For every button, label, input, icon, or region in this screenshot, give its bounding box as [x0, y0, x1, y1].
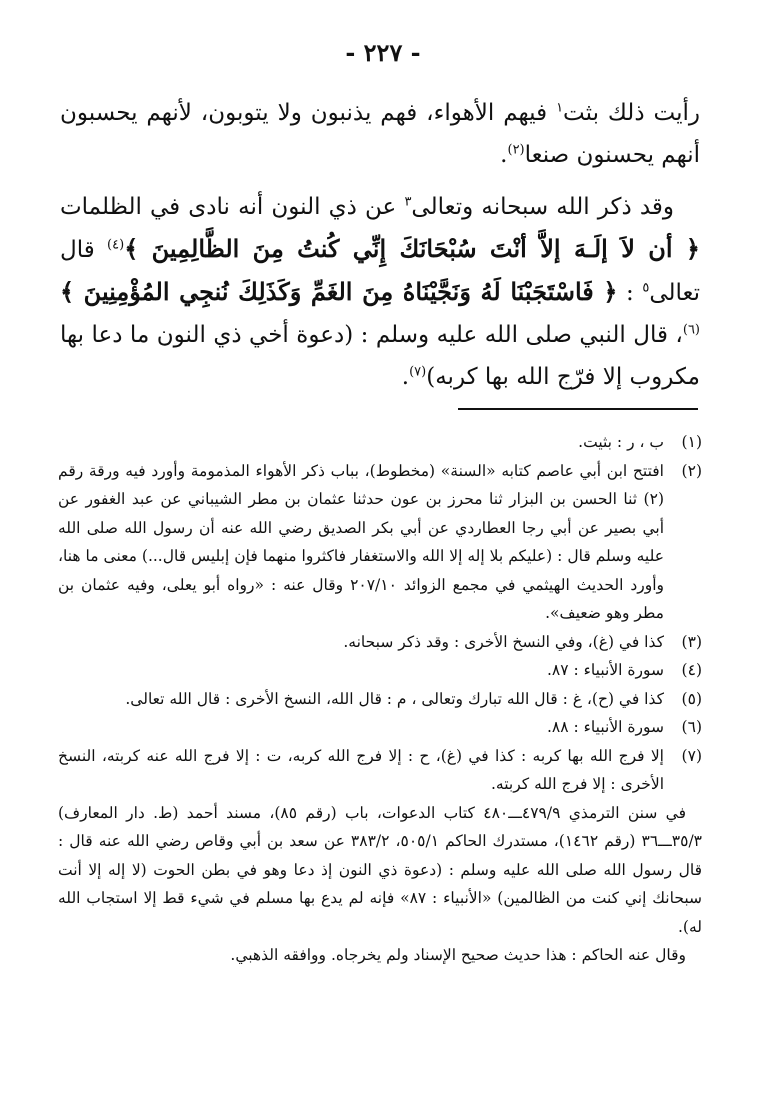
footnote-2 [58, 457, 702, 628]
p2-text-b: عن ذي النون أنه نادى في الظلمات [60, 194, 397, 220]
footnote-number: (٤) [681, 661, 702, 679]
footnote-7 [58, 742, 702, 799]
footnote-1 [58, 428, 702, 457]
paragraph-2 [60, 186, 700, 398]
page-number: - ٢٢٧ - [345, 38, 421, 67]
footnote-7-continuation-2: وقال عنه الحاكم : هذا حديث صحيح الإسناد ولم يخرجاه. ووافقه الذهبي. [230, 946, 686, 964]
footnotes [58, 428, 702, 970]
footnote-ref-5: ٥ [642, 280, 650, 296]
footnote-text: إلا فرج الله بها كربه : كذا في (غ)، ح : إلا فرج الله كربه، ت : إلا فرج الله عنه كربته، النسخ الأخرى : إلا فرج الله كربته. [58, 746, 664, 793]
quran-verse-2: ﴿ فَاسْتَجَبْنَا لَهُ وَنَجَّيْنَاهُ مِنَ الغَمِّ وَكَذَلِكَ نُنجِي المُؤْمِنِينَ ﴾ [60, 277, 618, 306]
p2-text-a: وقد ذكر الله سبحانه وتعالى [411, 194, 675, 220]
p1-text-c: . [500, 142, 508, 168]
footnote-4 [58, 656, 702, 685]
footnote-number: (٥) [681, 689, 702, 708]
footnote-number: (٦) [681, 718, 702, 736]
p2-text-e: ، قال النبي صلى الله عليه وسلم : (دعوة أخي ذي النون ما دعا بها مكروب إلا فرّج الله بها كربه) [60, 322, 700, 390]
footnote-ref-1: ١ [556, 100, 564, 116]
quran-verse-1: ﴿ أن لاَ إلَـهَ إلاَّ أنْتَ سُبْحَانَكَ إِنِّي كُنتُ مِنَ الظَّالِمِينَ ﴾ [124, 234, 700, 263]
footnote-text: سورة الأنبياء : ٨٨. [546, 718, 664, 736]
footnote-text: افتتح ابن أبي عاصم كتابه «السنة» (مخطوط)، بباب ذكر الأهواء المذمومة وأورد فيه ورقة رقم (٢) ثنا الحسن بن البزار ثنا محرز بن عون حدثنا عثمان بن مطر الشيباني عن عبد الغفور عن أبي بصير عن أبي رجا العطاردي عن أبي بكر الصديق رضي الله عنه أن رسول الله صلى الله عليه وسلم قال : (عليكم بلا إله إلا الله والاستغفار فاكثروا منهما فإن إبليس قال...) معنى ما هنا، وأورد الحديث الهيثمي في مجمع الزوائد ٢٠٧/١٠ وقال عنه : «رواه أبو يعلى، وفيه عثمان بن مطر وهو ضعيف». [58, 461, 664, 622]
p2-text-d: : [626, 280, 634, 306]
footnote-5 [58, 685, 702, 714]
footnote-number: (٣) [681, 632, 702, 651]
paragraph-1 [60, 92, 700, 176]
main-text [60, 92, 700, 408]
footnote-divider [458, 408, 698, 410]
footnote-ref-6: (٦) [682, 322, 700, 338]
footnote-text: ب ، ر : بثيت. [578, 433, 664, 451]
footnote-number: (١) [681, 433, 702, 451]
p1-text-b: فيهم الأهواء، فهم يذنبون ولا يتوبون، لأنهم يحسبون أنهم يحسنون صنعا [60, 100, 700, 168]
footnote-text: سورة الأنبياء : ٨٧. [546, 661, 664, 679]
footnote-3 [58, 628, 702, 657]
footnote-6 [58, 713, 702, 742]
footnote-ref-2: (٢) [507, 142, 525, 158]
footnote-number: (٧) [681, 746, 702, 765]
footnote-ref-4: (٤) [107, 237, 125, 253]
footnote-text: كذا في (غ)، وفي النسخ الأخرى : وقد ذكر سبحانه. [343, 632, 664, 651]
p2-text-c: قال تعالى [60, 237, 701, 306]
footnote-text: كذا في (ح)، غ : قال الله تبارك وتعالى ، م : قال الله، النسخ الأخرى : قال الله تعالى. [125, 689, 664, 708]
p1-text-a: رأيت ذلك بثت [563, 100, 700, 126]
footnote-ref-7: (٧) [409, 364, 427, 380]
p2-text-f: . [401, 364, 410, 390]
footnote-7-continuation-1: في سنن الترمذي ٤٧٩/٩ـــ٤٨٠ كتاب الدعوات، باب (رقم ٨٥)، مسند أحمد (ط. دار المعارف) ٣٥/٣ـــ٣٦ (رقم ١٤٦٢)، مستدرك الحاكم ٥٠٥/١، ٣٨٣/٢ عن سعد بن أبي وقاص رضي الله عنه قال : قال رسول الله صلى الله عليه وسلم : (دعوة ذي النون إذ دعا وهو في بطن الحوت (لا إله إلا أنت سبحانك إني كنت من الظالمين) «الأنبياء : ٨٧» فإنه لم يدع بها مسلم في شيء قط إلا استجاب الله له). [58, 803, 703, 936]
footnote-number: (٢) [681, 461, 702, 480]
footnote-ref-3: ٣ [404, 194, 412, 210]
